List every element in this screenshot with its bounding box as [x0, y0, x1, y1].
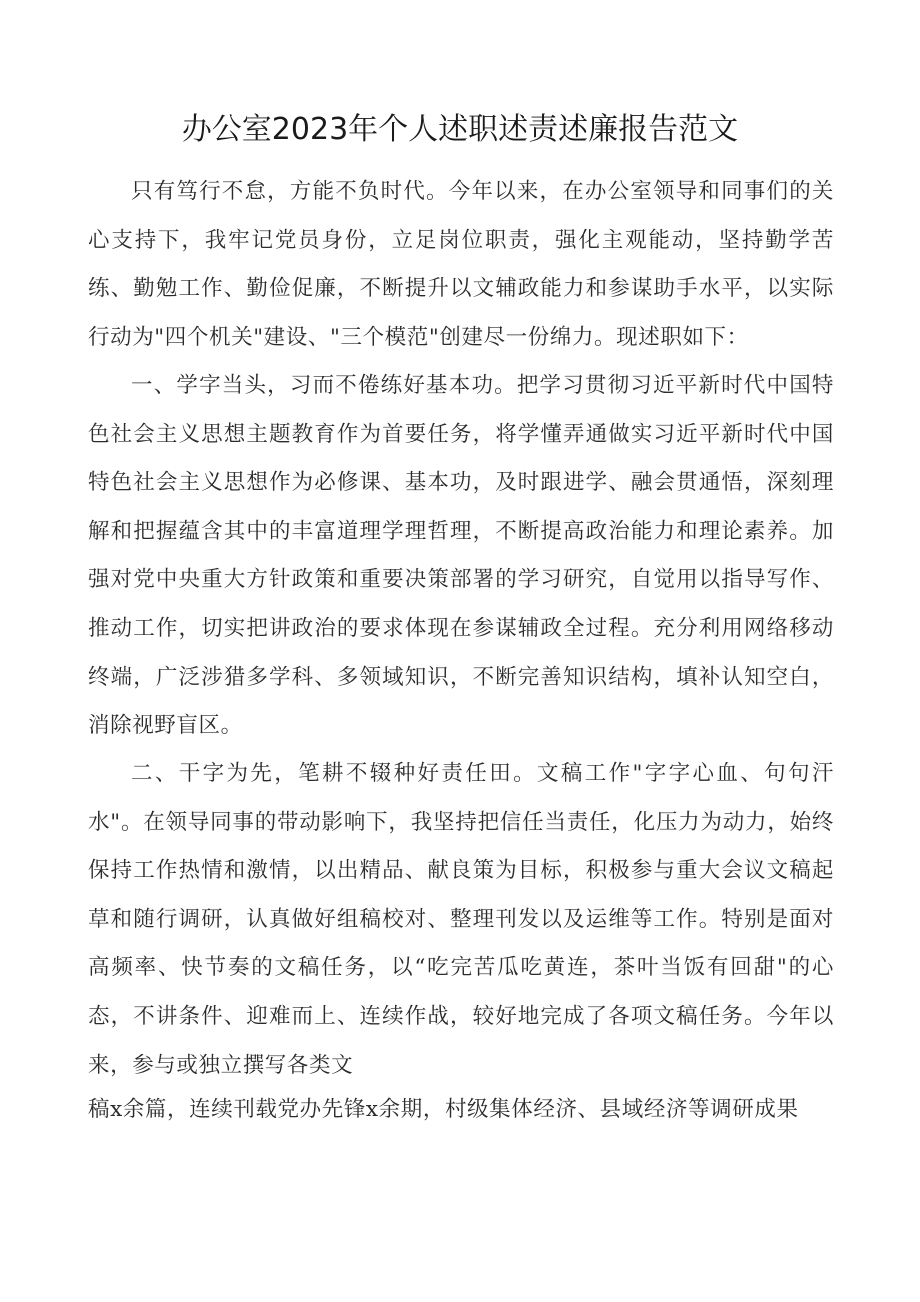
paragraph-intro [88, 168, 834, 362]
paragraph-section-one [88, 362, 834, 751]
paragraph-text: 只有笃行不怠，方能不负时代。今年以来，在办公室领导和同事们的关心支持下，我牢记党员身份，立足岗位职责，强化主观能动，坚持勤学苦练、勤勉工作、勤俭促廉，不断提升以文辅政能力和参谋助手水平，以实际行动为"四个机关"建设、"三个模范"创建尽一份绵力。现述职如下： [88, 179, 834, 350]
paragraph-continuation: 稿x余篇，连续刊载党办先锋x余期，村级集体经济、县域经济等调研成果 [88, 1097, 799, 1122]
paragraph-text: 一、学字当头，习而不倦练好基本功。把学习贯彻习近平新时代中国特色社会主义思想主题教育作为首要任务，将学懂弄通做实习近平新时代中国特色社会主义思想作为必修课、基本功，及时跟进学、融会贯通悟，深刻理解和把握蕴含其中的丰富道理学理哲理，不断提高政治能力和理论素养。加强对党中央重大方针政策和重要决策部署的学习研究，自觉用以指导写作、推动工作，切实把讲政治的要求体现在参谋辅政全过程。充分利用网络移动终端，广泛涉猎多学科、多领域知识，不断完善知识结构，填补认知空白，消除视野盲区。 [88, 373, 834, 739]
paragraph-section-two [88, 750, 834, 1090]
paragraph-text: 二、干字为先，笔耕不辍种好责任田。文稿工作"字字心血、句句汗水"。在领导同事的带动影响下，我坚持把信任当责任，化压力为动力，始终保持工作热情和激情，以出精品、献良策为目标，积极参与重大会议文稿起草和随行调研，认真做好组稿校对、整理刊发以及运维等工作。特别是面对高频率、快节奏的文稿任务，以“吃完苦瓜吃黄连，茶叶当饭有回甜"的心态，不讲条件、迎难而上、连续作战，较好地完成了各项文稿任务。今年以来，参与或独立撰写各类文 [88, 761, 834, 1078]
document-title: 办公室2023年个人述职述责述廉报告范文 [181, 112, 739, 147]
